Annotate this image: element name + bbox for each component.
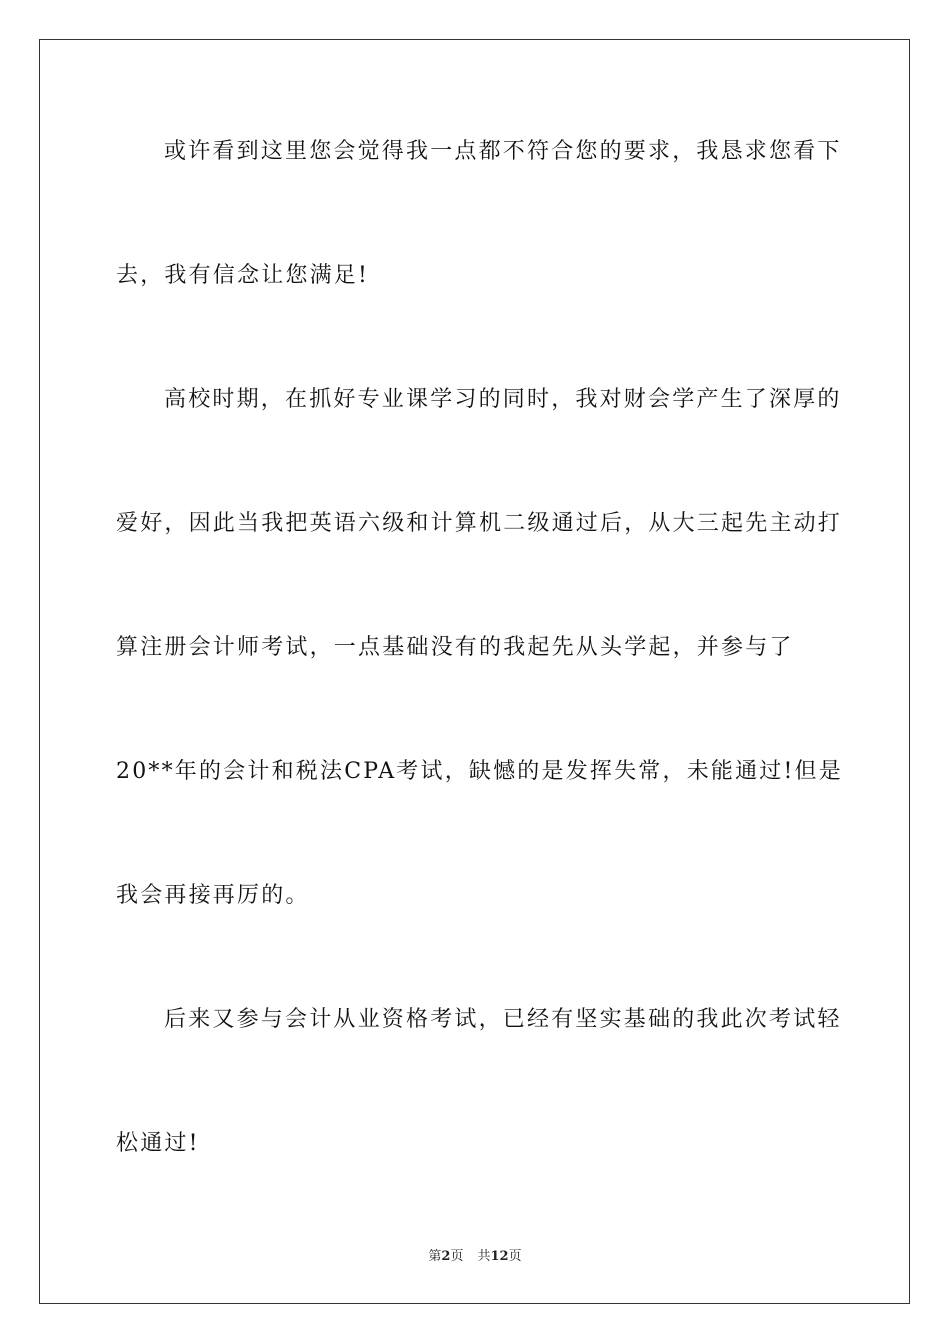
- paragraph-1-line-2: 去，我有信念让您满足!: [116, 263, 370, 288]
- page-suffix: 页: [450, 1249, 464, 1264]
- paragraph-2-line-2: 爱好，因此当我把英语六级和计算机二级通过后，从大三起先主动打: [116, 511, 843, 536]
- page-frame: [39, 39, 910, 1304]
- page-prefix: 第: [428, 1249, 442, 1264]
- paragraph-2-line-4: 20**年的会计和税法CPA考试，缺憾的是发挥失常，未能通过!但是: [116, 759, 843, 784]
- total-suffix: 页: [508, 1249, 522, 1264]
- paragraph-1-line-1: 或许看到这里您会觉得我一点都不符合您的要求，我恳求您看下: [164, 139, 842, 164]
- paragraph-2-line-1: 高校时期，在抓好专业课学习的同时，我对财会学产生了深厚的: [164, 387, 842, 412]
- paragraph-3-line-2: 松通过!: [116, 1131, 200, 1156]
- paragraph-2-line-5: 我会再接再厉的。: [116, 883, 310, 908]
- page-number: 2: [441, 1249, 451, 1264]
- total-prefix: 共: [477, 1249, 491, 1264]
- total-pages: 12: [490, 1249, 509, 1264]
- page-footer: [0, 1248, 950, 1266]
- paragraph-3-line-1: 后来又参与会计从业资格考试，已经有坚实基础的我此次考试轻: [164, 1007, 842, 1032]
- paragraph-2-line-3: 算注册会计师考试，一点基础没有的我起先从头学起，并参与了: [116, 635, 794, 660]
